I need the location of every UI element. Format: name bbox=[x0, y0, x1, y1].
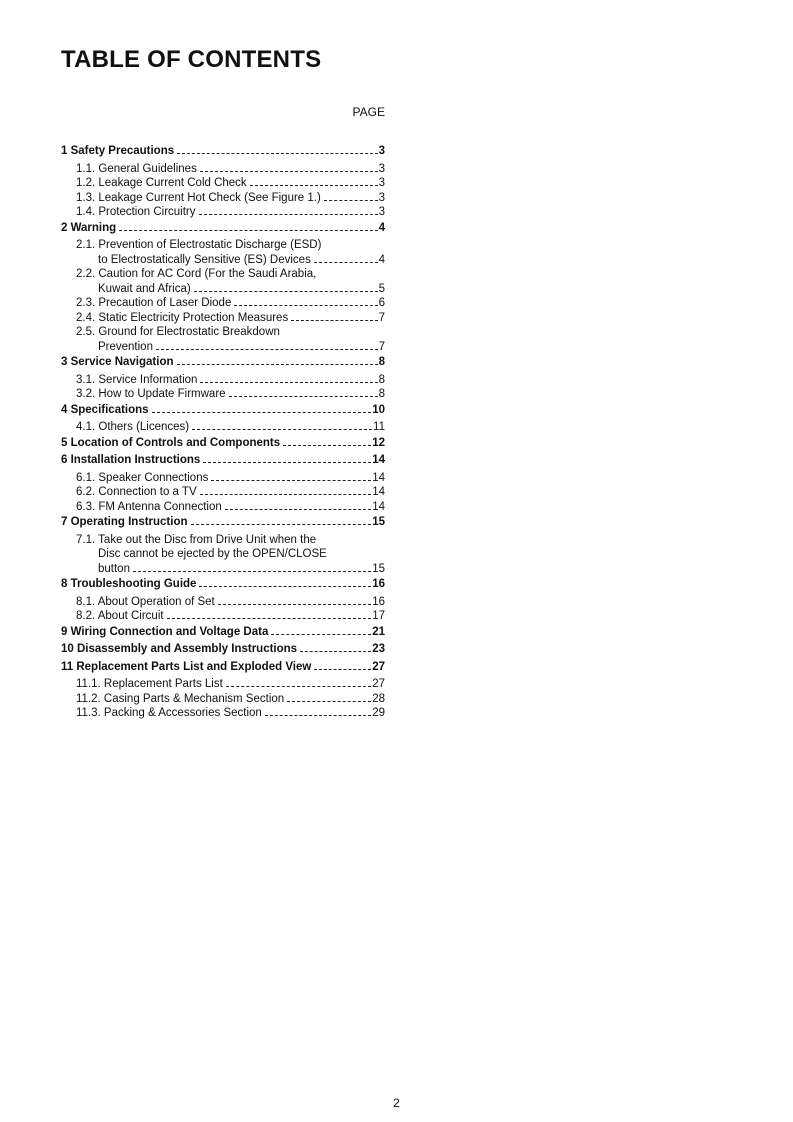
toc-entry-text: 8.1. About Operation of Set bbox=[76, 595, 215, 608]
toc-entry-text: Kuwait and Africa) bbox=[98, 282, 191, 295]
toc-entry-page-number: 23 bbox=[372, 643, 385, 655]
toc-entry-page-number: 7 bbox=[378, 340, 385, 353]
dot-leader bbox=[324, 200, 378, 201]
dot-leader bbox=[167, 618, 372, 619]
toc-entry-page-number: 11 bbox=[373, 421, 385, 433]
page-title: TABLE OF CONTENTS bbox=[61, 46, 322, 73]
dot-leader bbox=[194, 291, 378, 292]
toc-entry-page-number: 16 bbox=[372, 595, 385, 608]
dot-leader bbox=[291, 320, 377, 321]
toc-entry-text: 9 Wiring Connection and Voltage Data bbox=[61, 625, 269, 638]
dot-leader bbox=[271, 634, 371, 635]
toc-entry-page-number: 3 bbox=[378, 162, 385, 175]
toc-entry-text: 1.2. Leakage Current Cold Check bbox=[76, 177, 247, 189]
toc-entry-text: 1 Safety Precautions bbox=[61, 145, 175, 157]
dot-leader bbox=[177, 153, 377, 154]
toc-entry-text: button bbox=[98, 562, 130, 575]
toc-entry-page-number: 5 bbox=[378, 282, 385, 295]
toc-entry-text: 1.1. General Guidelines bbox=[76, 162, 197, 175]
toc-entry-text-line: 2.1. Prevention of Electrostatic Discharge (ESD) bbox=[76, 239, 322, 251]
toc-entry-text: 1.3. Leakage Current Hot Check (See Figure 1.) bbox=[76, 191, 321, 204]
toc-entry-text: 10 Disassembly and Assembly Instructions bbox=[61, 643, 298, 655]
toc-entry-text: 11.3. Packing & Accessories Section bbox=[76, 707, 262, 719]
toc-section-entry[interactable] bbox=[61, 221, 385, 236]
toc-subsection-entry[interactable] bbox=[76, 267, 385, 296]
toc-entry-text: 2.4. Static Electricity Protection Measures bbox=[76, 311, 289, 324]
toc-entry-page-number: 7 bbox=[378, 311, 385, 324]
toc-entry-page-number: 27 bbox=[372, 678, 385, 690]
toc-subsection-entry[interactable] bbox=[76, 595, 385, 610]
toc-entry-page-number: 12 bbox=[372, 436, 385, 449]
toc-entry-text: Prevention bbox=[98, 340, 153, 353]
toc-subsection-entry[interactable] bbox=[76, 533, 385, 577]
dot-leader bbox=[218, 604, 371, 605]
dot-leader bbox=[250, 185, 378, 186]
toc-section-entry[interactable] bbox=[61, 577, 385, 592]
toc-entry-text: to Electrostatically Sensitive (ES) Devices bbox=[98, 253, 311, 266]
toc-entry-text: 6 Installation Instructions bbox=[61, 454, 201, 466]
toc-entry-text: 5 Location of Controls and Components bbox=[61, 436, 281, 449]
dot-leader bbox=[191, 524, 372, 525]
toc-entry-text: 11 Replacement Parts List and Exploded View bbox=[61, 660, 312, 673]
dot-leader bbox=[265, 715, 371, 716]
toc-section-entry[interactable] bbox=[61, 642, 385, 657]
toc-section-entry[interactable] bbox=[61, 436, 385, 451]
toc-entry-text: 6.1. Speaker Connections bbox=[76, 471, 209, 484]
toc-entry-page-number: 3 bbox=[378, 145, 385, 157]
toc-subsection-entry[interactable] bbox=[76, 205, 385, 220]
toc-entry-text: 11.1. Replacement Parts List bbox=[76, 678, 223, 690]
toc-entry-text: 1.4. Protection Circuitry bbox=[76, 206, 196, 218]
toc-entry-text-line: 7.1. Take out the Disc from Drive Unit when the bbox=[76, 533, 317, 546]
dot-leader bbox=[226, 686, 371, 687]
toc-entry-page-number: 4 bbox=[378, 221, 385, 234]
toc-entry-page-number: 8 bbox=[378, 373, 385, 386]
dot-leader bbox=[200, 171, 378, 172]
toc-subsection-entry[interactable] bbox=[76, 692, 385, 707]
toc-subsection-entry[interactable] bbox=[76, 677, 385, 692]
dot-leader bbox=[152, 412, 372, 413]
dot-leader bbox=[156, 349, 378, 350]
toc-entry-page-number: 6 bbox=[378, 297, 385, 309]
dot-leader bbox=[177, 364, 378, 365]
dot-leader bbox=[314, 262, 378, 263]
toc-entry-text: 2.3. Precaution of Laser Diode bbox=[76, 297, 232, 309]
toc-entry-page-number: 16 bbox=[372, 578, 385, 590]
toc-entry-text: 8.2. About Circuit bbox=[76, 610, 164, 622]
dot-leader bbox=[192, 429, 372, 430]
toc-entry-text-line: 2.5. Ground for Electrostatic Breakdown bbox=[76, 326, 280, 338]
toc-entry-text: 3.1. Service Information bbox=[76, 373, 198, 386]
toc-entry-page-number: 15 bbox=[372, 562, 385, 575]
toc-entry-text: 3 Service Navigation bbox=[61, 356, 174, 368]
dot-leader bbox=[199, 214, 378, 215]
toc-entry-text-line: 2.2. Caution for AC Cord (For the Saudi Arabia, bbox=[76, 268, 317, 280]
dot-leader bbox=[133, 571, 371, 572]
toc-entry-page-number: 15 bbox=[372, 516, 385, 528]
toc-section-entry[interactable] bbox=[61, 144, 385, 159]
toc-subsection-entry[interactable] bbox=[76, 325, 385, 354]
toc-entry-page-number: 21 bbox=[372, 625, 385, 638]
toc-entry-page-number: 28 bbox=[372, 692, 385, 705]
toc-entry-text: 6.2. Connection to a TV bbox=[76, 486, 197, 498]
toc-entry-page-number: 14 bbox=[372, 500, 385, 513]
dot-leader bbox=[283, 445, 371, 446]
toc-section-entry[interactable] bbox=[61, 355, 385, 370]
toc-subsection-entry[interactable] bbox=[76, 162, 385, 177]
toc-subsection-entry[interactable] bbox=[76, 609, 385, 624]
toc-subsection-entry[interactable] bbox=[76, 176, 385, 191]
toc-entry-page-number: 10 bbox=[372, 403, 385, 416]
dot-leader bbox=[287, 701, 371, 702]
toc-entry-text: 4.1. Others (Licences) bbox=[76, 421, 190, 433]
toc-list bbox=[61, 143, 385, 721]
toc-entry-page-number: 27 bbox=[372, 660, 385, 673]
dot-leader bbox=[200, 382, 377, 383]
toc-section-entry[interactable] bbox=[61, 515, 385, 530]
toc-entry-page-number: 3 bbox=[378, 191, 385, 204]
toc-entry-page-number: 14 bbox=[372, 486, 385, 498]
dot-leader bbox=[234, 305, 377, 306]
toc-section-entry[interactable] bbox=[61, 625, 385, 640]
toc-entry-page-number: 14 bbox=[372, 454, 385, 466]
page-column-header: PAGE bbox=[352, 105, 385, 119]
toc-subsection-entry[interactable] bbox=[76, 387, 385, 402]
dot-leader bbox=[200, 494, 372, 495]
toc-entry-page-number: 17 bbox=[372, 610, 385, 622]
toc-subsection-entry[interactable] bbox=[76, 373, 385, 388]
toc-entry-page-number: 3 bbox=[378, 177, 385, 189]
toc-subsection-entry[interactable] bbox=[76, 238, 385, 267]
toc-entry-text: 8 Troubleshooting Guide bbox=[61, 578, 197, 590]
toc-subsection-entry[interactable] bbox=[76, 500, 385, 515]
toc-entry-page-number: 8 bbox=[378, 388, 385, 400]
toc-subsection-entry[interactable] bbox=[76, 311, 385, 326]
toc-entry-page-number: 14 bbox=[372, 471, 385, 484]
toc-section-entry[interactable] bbox=[61, 453, 385, 468]
dot-leader bbox=[314, 669, 371, 670]
dot-leader bbox=[199, 586, 371, 587]
toc-entry-page-number: 29 bbox=[372, 707, 385, 719]
dot-leader bbox=[203, 462, 371, 463]
dot-leader bbox=[300, 651, 371, 652]
footer-page-number: 2 bbox=[393, 1096, 400, 1110]
toc-section-entry[interactable] bbox=[61, 403, 385, 418]
toc-entry-text-line: Disc cannot be ejected by the OPEN/CLOSE bbox=[98, 548, 327, 560]
toc-subsection-entry[interactable] bbox=[76, 485, 385, 500]
toc-subsection-entry[interactable] bbox=[76, 706, 385, 721]
toc-entry-text: 4 Specifications bbox=[61, 403, 149, 416]
toc-entry-page-number: 3 bbox=[378, 206, 385, 218]
toc-subsection-entry[interactable] bbox=[76, 296, 385, 311]
toc-entry-page-number: 8 bbox=[378, 356, 385, 368]
toc-entry-text: 3.2. How to Update Firmware bbox=[76, 388, 226, 400]
dot-leader bbox=[119, 230, 377, 231]
dot-leader bbox=[211, 480, 371, 481]
toc-subsection-entry[interactable] bbox=[76, 471, 385, 486]
toc-entry-text: 6.3. FM Antenna Connection bbox=[76, 500, 222, 513]
toc-entry-text: 11.2. Casing Parts & Mechanism Section bbox=[76, 692, 285, 705]
toc-entry-page-number: 4 bbox=[378, 253, 385, 266]
toc-entry-text: 2 Warning bbox=[61, 221, 117, 234]
toc-subsection-entry[interactable] bbox=[76, 191, 385, 206]
dot-leader bbox=[225, 509, 371, 510]
toc-subsection-entry[interactable] bbox=[76, 420, 385, 435]
dot-leader bbox=[229, 396, 378, 397]
toc-entry-text: 7 Operating Instruction bbox=[61, 516, 188, 528]
toc-section-entry[interactable] bbox=[61, 660, 385, 675]
